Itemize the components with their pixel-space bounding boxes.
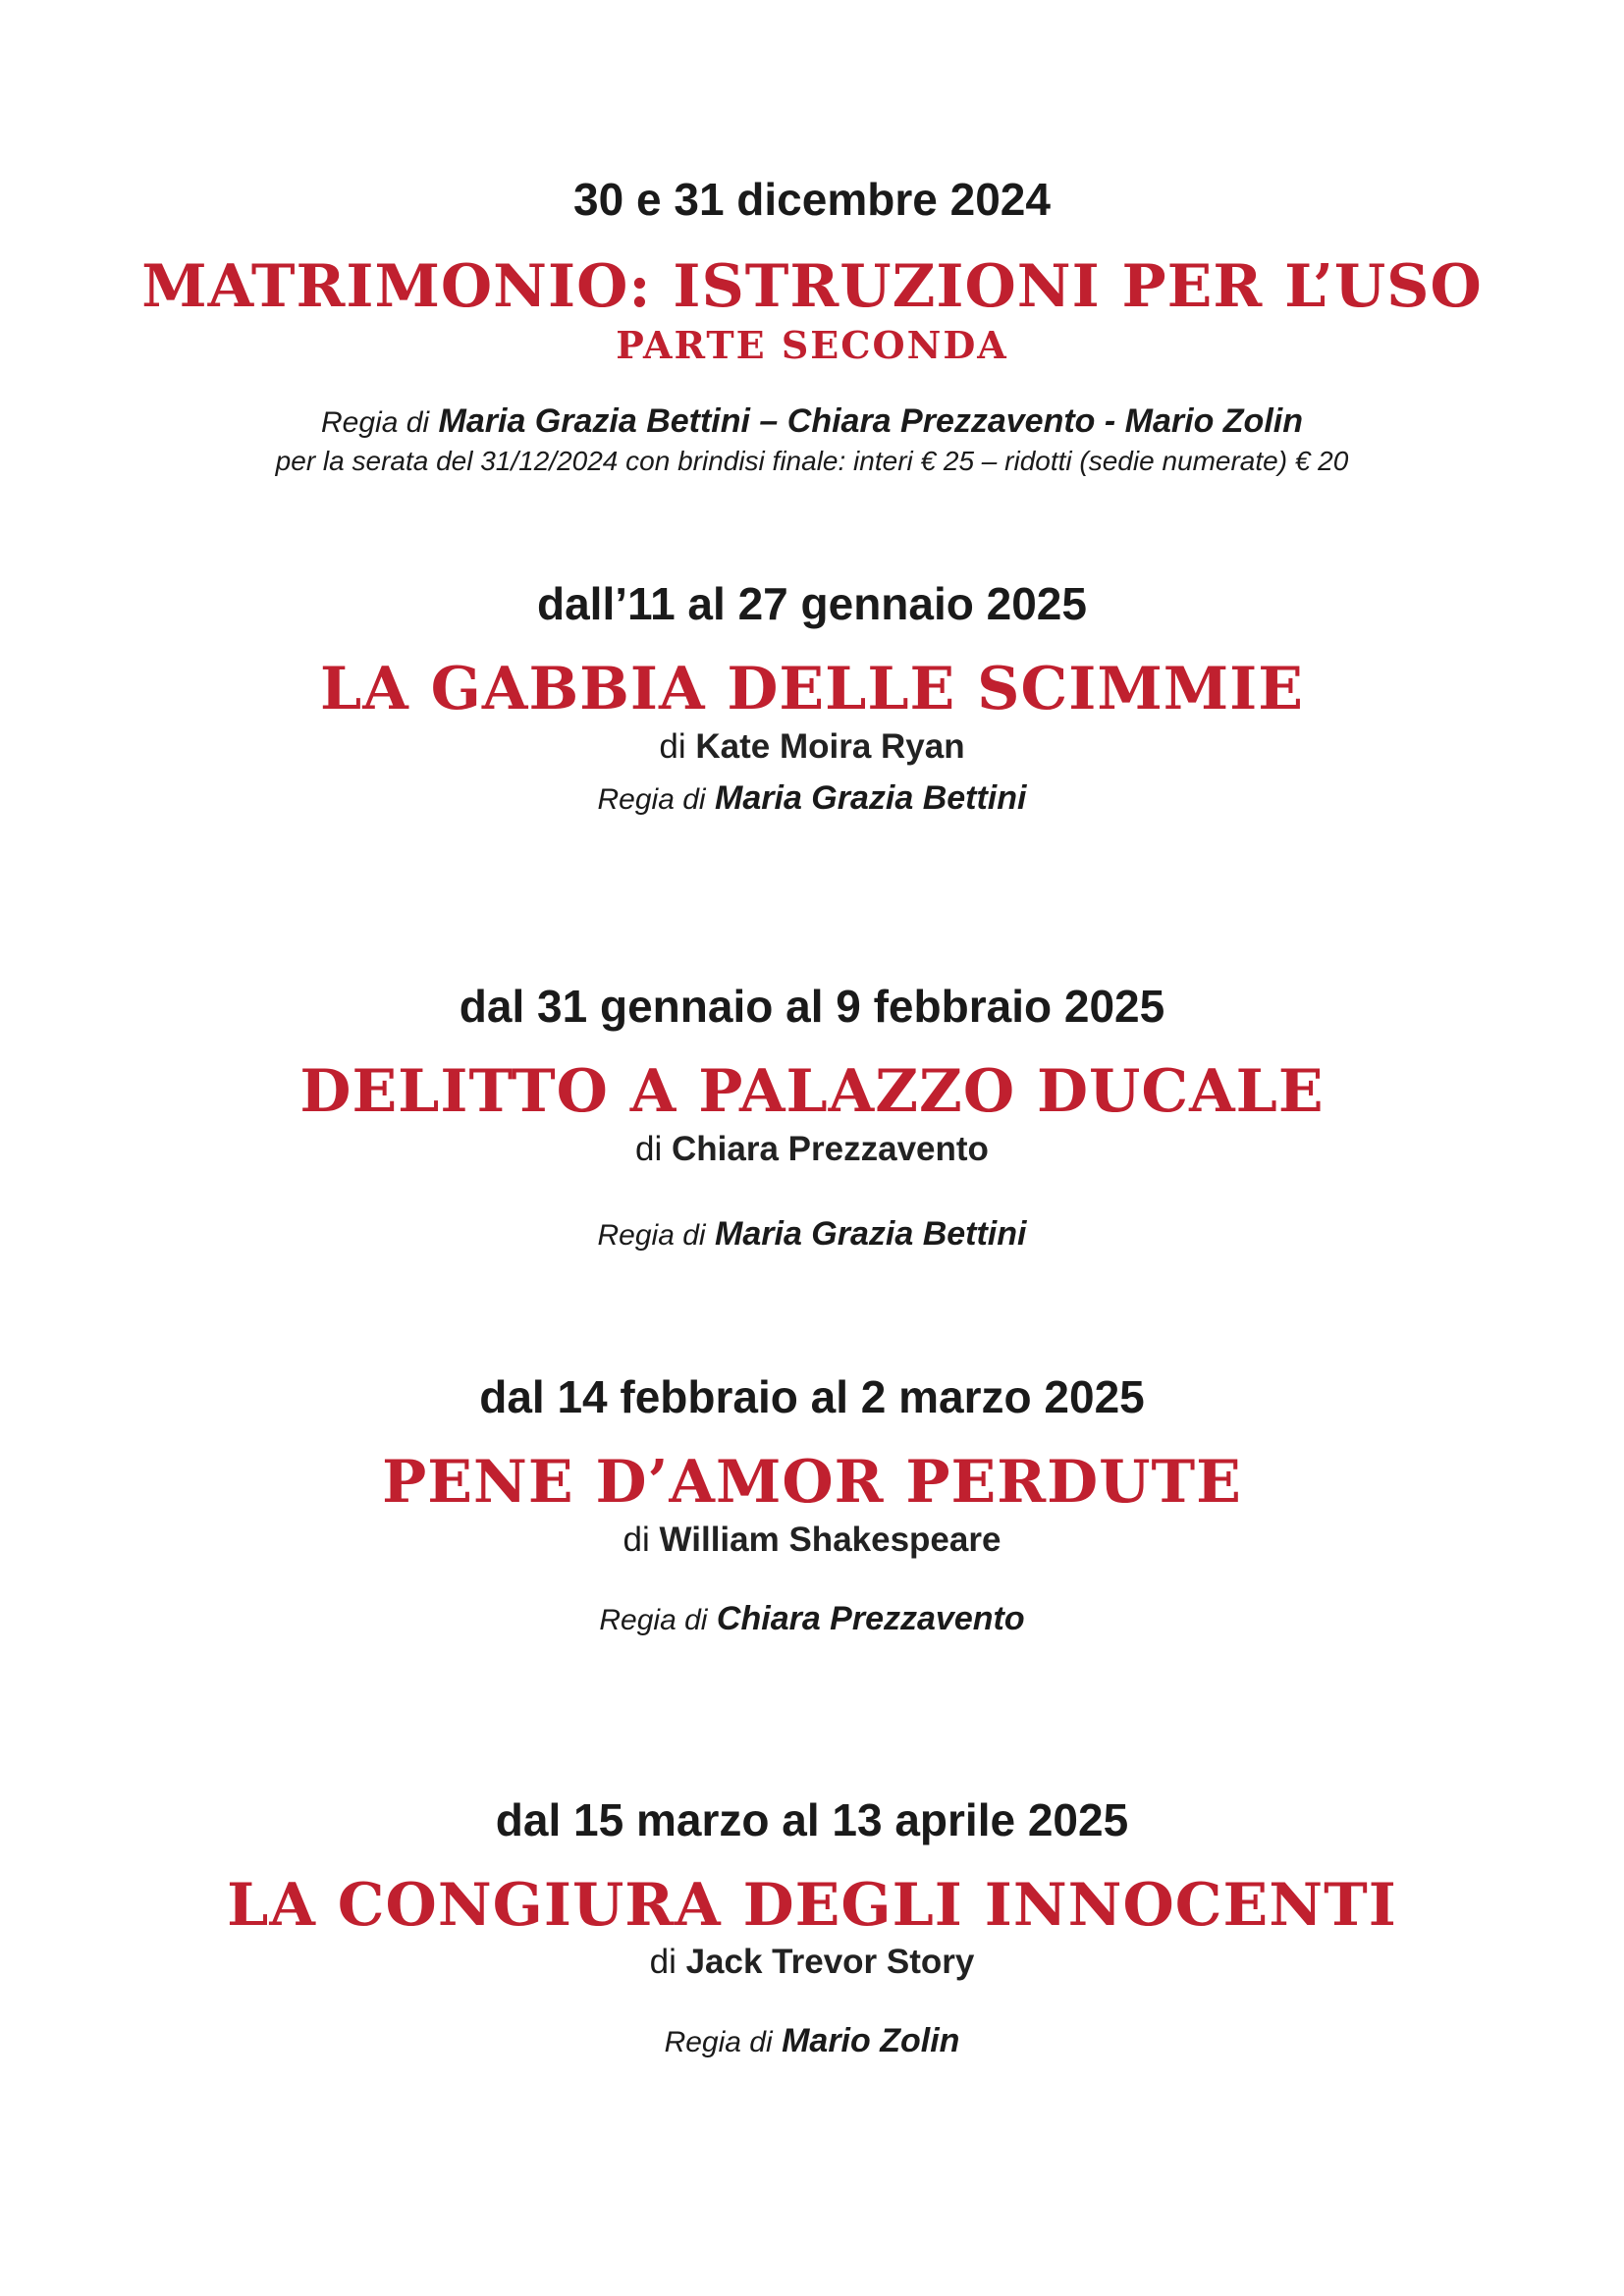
show-1-note: per la serata del 31/12/2024 con brindisi finale: interi € 25 – ridotti (sedie numerate) € 20 <box>275 446 1349 476</box>
show-1-title: MATRIMONIO: ISTRUZIONI PER L’USO <box>141 252 1483 321</box>
show-4-title: PENE D’AMOR PERDUTE <box>382 1448 1242 1517</box>
show-4-regia <box>0 1602 1624 1635</box>
show-5-author <box>0 1945 1624 1979</box>
show-1-date: 30 e 31 dicembre 2024 <box>573 174 1051 225</box>
regia-label: Regia di <box>321 406 430 439</box>
show-5-regia <box>0 2024 1624 2057</box>
show-5-date: dal 15 marzo al 13 aprile 2025 <box>495 1794 1129 1845</box>
author-label: di <box>659 727 686 766</box>
regia-label: Regia di <box>597 1219 706 1252</box>
regia-label: Regia di <box>597 783 706 816</box>
show-3-regia <box>0 1217 1624 1251</box>
show-2-regia <box>0 781 1624 815</box>
author-label: di <box>635 1130 663 1168</box>
regia-names: Maria Grazia Bettini <box>715 779 1027 817</box>
author-name: William Shakespeare <box>659 1521 1001 1559</box>
regia-names: Maria Grazia Bettini <box>715 1215 1027 1253</box>
show-1-regia <box>0 404 1624 438</box>
show-3-author <box>0 1132 1624 1166</box>
show-3-date: dal 31 gennaio al 9 febbraio 2025 <box>459 981 1165 1032</box>
author-name: Chiara Prezzavento <box>672 1130 989 1168</box>
regia-names: Mario Zolin <box>782 2022 960 2059</box>
show-1-subtitle: PARTE SECONDA <box>616 323 1008 367</box>
author-name: Kate Moira Ryan <box>695 727 965 766</box>
regia-label: Regia di <box>599 1604 708 1636</box>
regia-label: Regia di <box>664 2026 773 2058</box>
show-2-date: dall’11 al 27 gennaio 2025 <box>537 578 1087 629</box>
show-3-title: DELITTO A PALAZZO DUCALE <box>299 1057 1325 1126</box>
author-name: Jack Trevor Story <box>685 1943 975 1981</box>
regia-names: Chiara Prezzavento <box>716 1600 1025 1637</box>
show-4-date: dal 14 febbraio al 2 marzo 2025 <box>479 1371 1145 1422</box>
author-label: di <box>623 1521 650 1559</box>
show-5-title: LA CONGIURA DEGLI INNOCENTI <box>227 1871 1397 1940</box>
author-label: di <box>649 1943 677 1981</box>
show-4-author <box>0 1522 1624 1557</box>
show-2-author <box>0 729 1624 764</box>
regia-names: Maria Grazia Bettini – Chiara Prezzavento - Mario Zolin <box>438 402 1303 440</box>
show-2-title: LA GABBIA DELLE SCIMMIE <box>320 655 1304 723</box>
